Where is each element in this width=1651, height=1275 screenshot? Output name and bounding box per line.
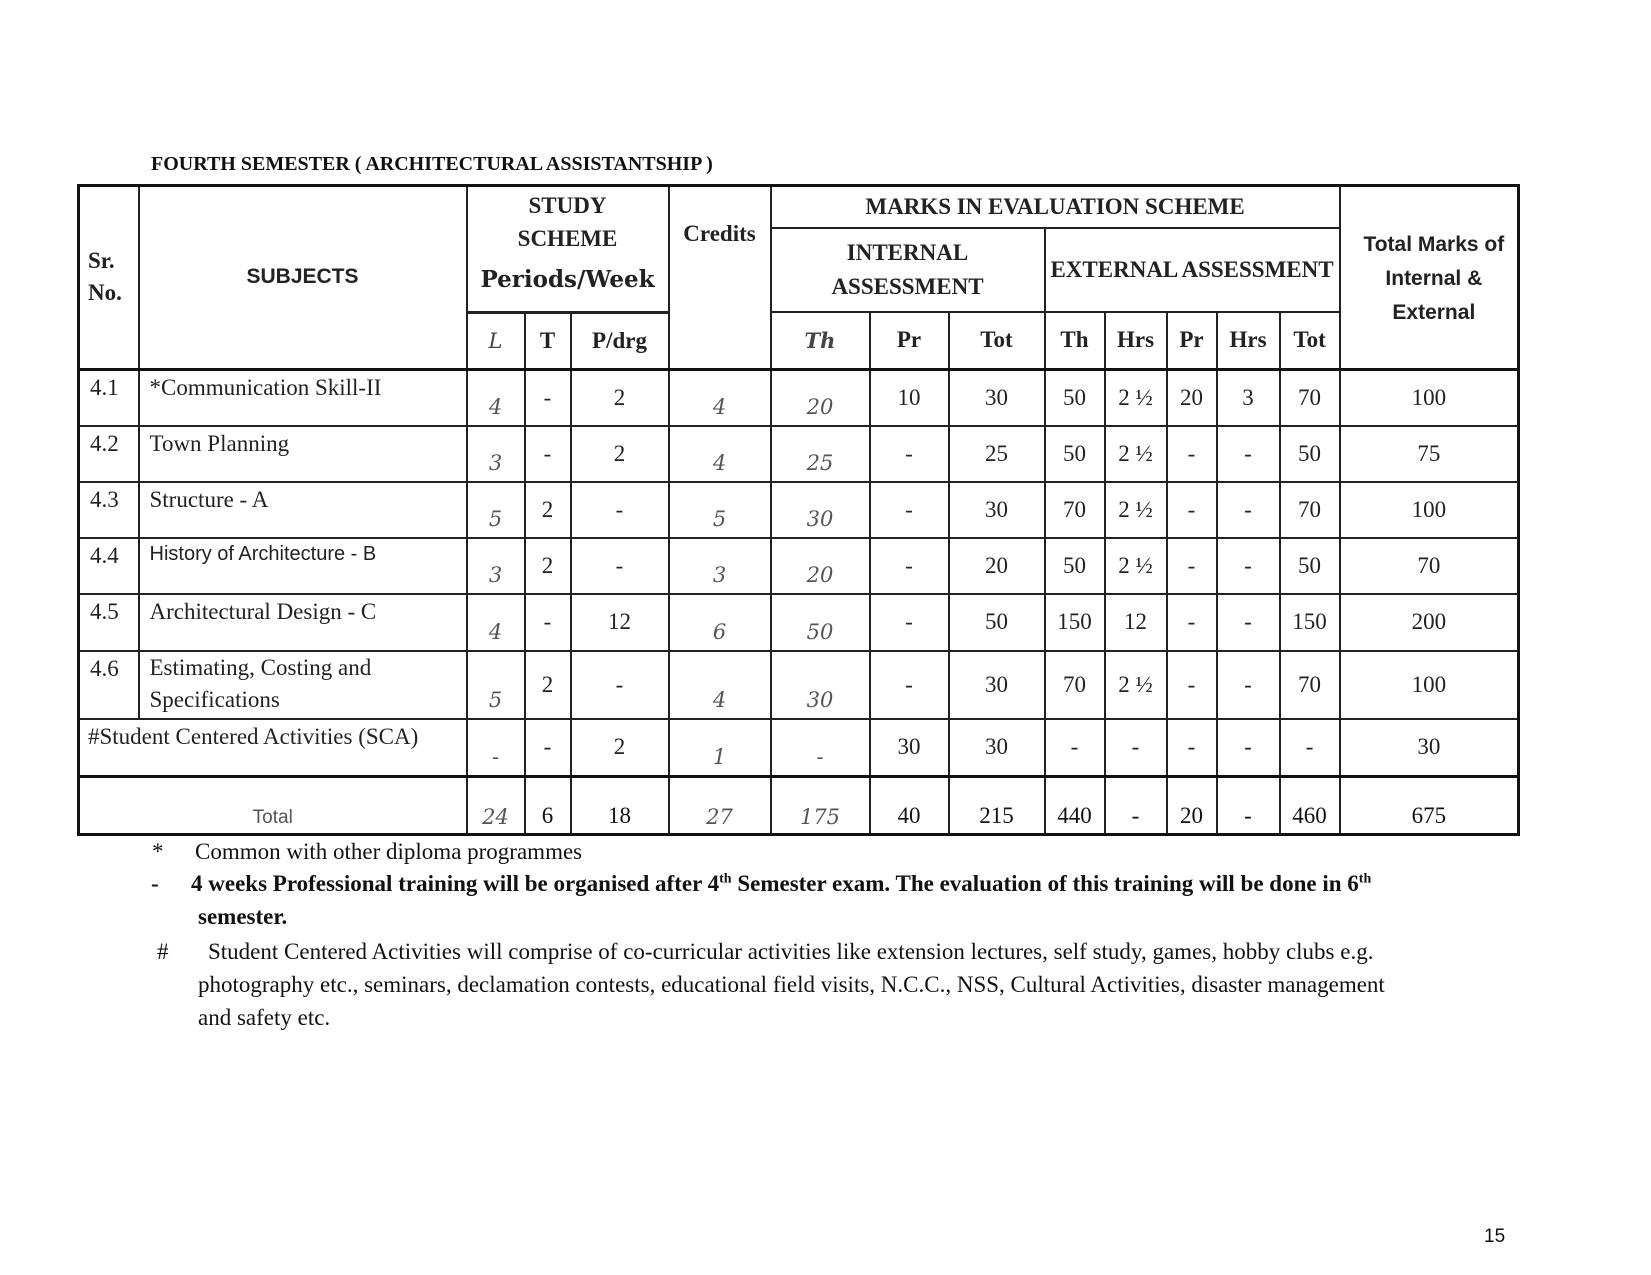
ext-hrs1-cell: 2 ½ bbox=[1105, 538, 1167, 594]
ext-th-cell: 70 bbox=[1045, 651, 1105, 719]
note3-line3: and safety etc. bbox=[198, 1005, 331, 1030]
page-title: FOURTH SEMESTER ( ARCHITECTURAL ASSISTANTSHIP ) bbox=[151, 153, 713, 175]
total-label: Total bbox=[79, 776, 467, 834]
ext-hrs1-cell: 12 bbox=[1105, 594, 1167, 650]
pdrg-cell: - bbox=[571, 482, 669, 538]
pdrg-cell: 2 bbox=[571, 369, 669, 425]
ext-th-header: Th bbox=[1045, 312, 1105, 369]
note2-part-b: Semester exam. The evaluation of this training will be done in 6 bbox=[731, 871, 1359, 896]
table-row bbox=[79, 426, 1519, 482]
ext-tot-cell: 50 bbox=[1280, 426, 1340, 482]
pdrg-cell: - bbox=[571, 651, 669, 719]
sr-cell: 4.4 bbox=[79, 538, 139, 594]
ext-pr-cell: - bbox=[1167, 719, 1217, 776]
ext-hrs2-cell: 3 bbox=[1217, 369, 1280, 425]
t-cell: - bbox=[525, 369, 571, 425]
ext-hrs2-cell: - bbox=[1217, 538, 1280, 594]
note2-sup1: th bbox=[719, 871, 732, 887]
int-tot-cell: 30 bbox=[949, 719, 1045, 776]
credits-cell: 1 bbox=[669, 719, 771, 776]
ext-pr-header: Pr bbox=[1167, 312, 1217, 369]
subject-cell: *Communication Skill-II bbox=[139, 369, 467, 425]
ext-pr-cell: - bbox=[1167, 482, 1217, 538]
subject-cell: Structure - A bbox=[139, 482, 467, 538]
ext-hrs2-cell: - bbox=[1217, 426, 1280, 482]
sr-cell: 4.1 bbox=[79, 369, 139, 425]
int-th-cell: 20 bbox=[771, 369, 870, 425]
ext-tot-cell: 70 bbox=[1280, 482, 1340, 538]
ext-tot-cell: 70 bbox=[1280, 651, 1340, 719]
ext-pr-cell: 20 bbox=[1167, 369, 1217, 425]
sca-row bbox=[79, 719, 1519, 776]
ext-hrs1-cell: 2 ½ bbox=[1105, 651, 1167, 719]
subject-cell: Architectural Design - C bbox=[139, 594, 467, 650]
ext-tot-cell: 70 bbox=[1280, 369, 1340, 425]
ext-th-cell: 50 bbox=[1045, 369, 1105, 425]
ext-hrs2-cell: - bbox=[1217, 594, 1280, 650]
internal-assessment-header: INTERNAL ASSESSMENT bbox=[771, 228, 1045, 312]
credits-cell: 6 bbox=[669, 594, 771, 650]
int-tot-cell: 30 bbox=[949, 482, 1045, 538]
ext-tot-total: 460 bbox=[1280, 776, 1340, 834]
int-tot-total: 215 bbox=[949, 776, 1045, 834]
ext-tot-header: Tot bbox=[1280, 312, 1340, 369]
ext-pr-cell: - bbox=[1167, 538, 1217, 594]
sr-cell: 4.3 bbox=[79, 482, 139, 538]
note2-line2: semester. bbox=[198, 904, 288, 929]
subject-cell: History of Architecture - B bbox=[139, 538, 467, 594]
evaluation-scheme-table bbox=[77, 184, 1520, 836]
t-cell: - bbox=[525, 594, 571, 650]
ext-pr-cell: - bbox=[1167, 594, 1217, 650]
int-pr-cell: - bbox=[870, 594, 949, 650]
credits-cell: 4 bbox=[669, 651, 771, 719]
note3-marker: # bbox=[157, 939, 169, 964]
ext-th-cell: 150 bbox=[1045, 594, 1105, 650]
int-pr-cell: - bbox=[870, 426, 949, 482]
l-cell: - bbox=[467, 719, 525, 776]
sca-subject-cell: #Student Centered Activities (SCA) bbox=[79, 719, 467, 776]
int-tot-header: Tot bbox=[949, 312, 1045, 369]
note3-line1: Student Centered Activities will comprise of co-curricular activities like extension lectures, self study, games, hobby clubs e.g. bbox=[208, 939, 1374, 964]
table-row bbox=[79, 594, 1519, 650]
note1-text: Common with other diploma programmes bbox=[195, 839, 583, 864]
ext-pr-cell: - bbox=[1167, 651, 1217, 719]
table-row bbox=[79, 651, 1519, 719]
ext-tot-cell: 150 bbox=[1280, 594, 1340, 650]
pdrg-cell: 2 bbox=[571, 426, 669, 482]
external-assessment-header: EXTERNAL ASSESSMENT bbox=[1045, 228, 1340, 312]
table-row bbox=[79, 369, 1519, 425]
total-cell: 70 bbox=[1340, 538, 1519, 594]
l-cell: 4 bbox=[467, 594, 525, 650]
note3-line2: photography etc., seminars, declamation contests, educational field visits, N.C.C., NSS, Cultural Activities, disaster management bbox=[198, 972, 1385, 997]
l-header: L bbox=[467, 312, 525, 369]
note2-line1 bbox=[191, 871, 1371, 897]
credits-header: Credits bbox=[669, 186, 771, 370]
sr-cell: 4.5 bbox=[79, 594, 139, 650]
ext-hrs1-cell: 2 ½ bbox=[1105, 369, 1167, 425]
ext-pr-cell: - bbox=[1167, 426, 1217, 482]
int-th-cell: 20 bbox=[771, 538, 870, 594]
int-pr-cell: - bbox=[870, 538, 949, 594]
marks-eval-header: MARKS IN EVALUATION SCHEME bbox=[771, 186, 1340, 228]
t-header: T bbox=[525, 312, 571, 369]
table-row bbox=[79, 538, 1519, 594]
subject-cell: Estimating, Costing and Specifications bbox=[139, 651, 467, 719]
l-total: 24 bbox=[467, 776, 525, 834]
l-cell: 4 bbox=[467, 369, 525, 425]
pdrg-cell: 12 bbox=[571, 594, 669, 650]
t-cell: - bbox=[525, 719, 571, 776]
table-row bbox=[79, 482, 1519, 538]
int-tot-cell: 30 bbox=[949, 369, 1045, 425]
total-marks-header: Total Marks of Internal & External bbox=[1340, 186, 1519, 370]
ext-th-cell: 70 bbox=[1045, 482, 1105, 538]
ext-hrs2-cell: - bbox=[1217, 651, 1280, 719]
int-tot-cell: 20 bbox=[949, 538, 1045, 594]
note2-marker: - bbox=[151, 871, 159, 896]
study-scheme-label: STUDY SCHEME bbox=[517, 193, 618, 251]
ext-tot-cell: 50 bbox=[1280, 538, 1340, 594]
sr-no-header: Sr. No. bbox=[79, 186, 139, 370]
ext-hrs1-cell: - bbox=[1105, 719, 1167, 776]
int-th-cell: 25 bbox=[771, 426, 870, 482]
ext-pr-total: 20 bbox=[1167, 776, 1217, 834]
ext-hrs2-cell: - bbox=[1217, 719, 1280, 776]
ext-th-cell: - bbox=[1045, 719, 1105, 776]
int-tot-cell: 50 bbox=[949, 594, 1045, 650]
int-tot-cell: 30 bbox=[949, 651, 1045, 719]
credits-cell: 5 bbox=[669, 482, 771, 538]
ext-th-cell: 50 bbox=[1045, 426, 1105, 482]
l-cell: 3 bbox=[467, 538, 525, 594]
int-th-cell: - bbox=[771, 719, 870, 776]
ext-hrs1-cell: 2 ½ bbox=[1105, 426, 1167, 482]
total-cell: 100 bbox=[1340, 651, 1519, 719]
total-cell: 75 bbox=[1340, 426, 1519, 482]
total-cell: 100 bbox=[1340, 369, 1519, 425]
int-pr-cell: - bbox=[870, 651, 949, 719]
periods-week-label: Periods/Week bbox=[480, 266, 655, 293]
credits-cell: 4 bbox=[669, 426, 771, 482]
int-th-header: Th bbox=[771, 312, 870, 369]
pdrg-cell: - bbox=[571, 538, 669, 594]
int-th-cell: 50 bbox=[771, 594, 870, 650]
note1-marker: * bbox=[152, 839, 164, 864]
ext-tot-cell: - bbox=[1280, 719, 1340, 776]
pdrg-total: 18 bbox=[571, 776, 669, 834]
int-tot-cell: 25 bbox=[949, 426, 1045, 482]
ext-th-total: 440 bbox=[1045, 776, 1105, 834]
t-cell: 2 bbox=[525, 538, 571, 594]
int-th-cell: 30 bbox=[771, 651, 870, 719]
ext-hrs1-cell: 2 ½ bbox=[1105, 482, 1167, 538]
int-pr-cell: 10 bbox=[870, 369, 949, 425]
note2-sup2: th bbox=[1358, 871, 1372, 887]
subjects-header: SUBJECTS bbox=[139, 186, 467, 370]
ext-hrs2-total: - bbox=[1217, 776, 1280, 834]
int-pr-cell: - bbox=[870, 482, 949, 538]
total-cell: 100 bbox=[1340, 482, 1519, 538]
t-total: 6 bbox=[525, 776, 571, 834]
ext-hrs2-cell: - bbox=[1217, 482, 1280, 538]
int-pr-total: 40 bbox=[870, 776, 949, 834]
t-cell: 2 bbox=[525, 651, 571, 719]
int-th-cell: 30 bbox=[771, 482, 870, 538]
subject-cell: Town Planning bbox=[139, 426, 467, 482]
ext-hrs2-header: Hrs bbox=[1217, 312, 1280, 369]
l-cell: 3 bbox=[467, 426, 525, 482]
sr-cell: 4.6 bbox=[79, 651, 139, 719]
ext-hrs1-header: Hrs bbox=[1105, 312, 1167, 369]
study-scheme-header bbox=[467, 186, 669, 313]
ext-hrs1-total: - bbox=[1105, 776, 1167, 834]
total-cell: 30 bbox=[1340, 719, 1519, 776]
credits-total: 27 bbox=[669, 776, 771, 834]
total-row bbox=[79, 776, 1519, 834]
grand-total: 675 bbox=[1340, 776, 1519, 834]
ext-th-cell: 50 bbox=[1045, 538, 1105, 594]
t-cell: - bbox=[525, 426, 571, 482]
int-th-total: 175 bbox=[771, 776, 870, 834]
pdrg-header: P/drg bbox=[571, 312, 669, 369]
pdrg-cell: 2 bbox=[571, 719, 669, 776]
int-pr-header: Pr bbox=[870, 312, 949, 369]
t-cell: 2 bbox=[525, 482, 571, 538]
note2-part-a: 4 weeks Professional training will be organised after 4 bbox=[191, 871, 720, 896]
l-cell: 5 bbox=[467, 651, 525, 719]
page-number: 15 bbox=[1484, 1226, 1506, 1247]
int-pr-cell: 30 bbox=[870, 719, 949, 776]
total-cell: 200 bbox=[1340, 594, 1519, 650]
l-cell: 5 bbox=[467, 482, 525, 538]
credits-cell: 3 bbox=[669, 538, 771, 594]
credits-cell: 4 bbox=[669, 369, 771, 425]
sr-cell: 4.2 bbox=[79, 426, 139, 482]
